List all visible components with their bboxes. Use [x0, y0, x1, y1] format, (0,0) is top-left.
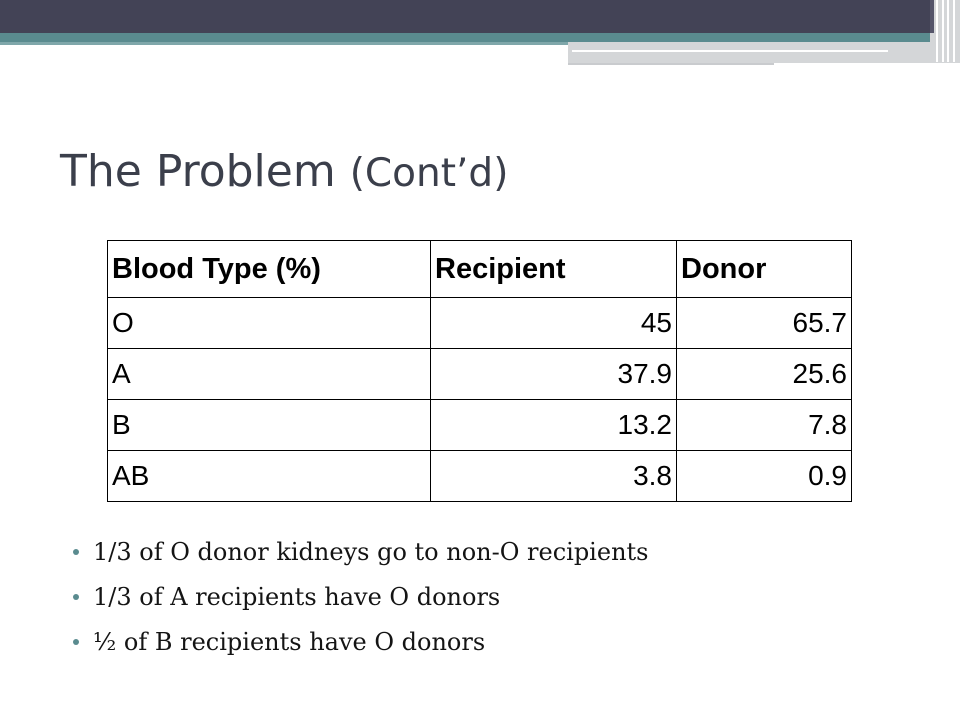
table-row: [108, 298, 852, 349]
top-header-bar: [0, 0, 960, 33]
bullet-text: 1/3 of O donor kidneys go to non-O recipients: [93, 538, 649, 566]
top-underline: [568, 63, 774, 65]
top-accent-stripe: [0, 33, 930, 42]
bullet-text: 1/3 of A recipients have O donors: [93, 583, 501, 611]
bullet-item: [73, 577, 648, 622]
cell-donor: 0.9: [677, 451, 852, 502]
slide-title-main: The Problem: [60, 146, 336, 197]
blood-type-table: [107, 240, 852, 502]
bullet-dot-icon: [73, 549, 79, 555]
slide-title-suffix: (Cont’d): [349, 151, 509, 196]
top-accent-thin-stripe: [0, 42, 568, 45]
bullet-dot-icon: [73, 639, 79, 645]
bullet-text: ½ of B recipients have O donors: [93, 628, 486, 656]
header-blood-type: Blood Type (%): [108, 241, 431, 298]
header-donor: Donor: [677, 241, 852, 298]
table-row: [108, 349, 852, 400]
cell-blood-type: AB: [108, 451, 431, 502]
cell-recipient: 13.2: [431, 400, 677, 451]
cell-recipient: 37.9: [431, 349, 677, 400]
cell-donor: 7.8: [677, 400, 852, 451]
cell-blood-type: A: [108, 349, 431, 400]
cell-blood-type: B: [108, 400, 431, 451]
cell-recipient: 3.8: [431, 451, 677, 502]
top-right-dark: [930, 0, 934, 33]
top-right-line-3: [947, 0, 949, 62]
bullet-list: [73, 532, 648, 667]
top-right-line-1: [936, 0, 938, 62]
top-right-line-2: [942, 0, 944, 62]
header-recipient: Recipient: [431, 241, 677, 298]
top-right-strip: [930, 0, 960, 63]
cell-donor: 25.6: [677, 349, 852, 400]
top-white-line: [572, 50, 888, 52]
bullet-item: [73, 622, 648, 667]
cell-blood-type: O: [108, 298, 431, 349]
bullet-item: [73, 532, 648, 577]
table-row: [108, 400, 852, 451]
table-header-row: [108, 241, 852, 298]
table-row: [108, 451, 852, 502]
top-grey-block: [568, 42, 930, 63]
bullet-dot-icon: [73, 594, 79, 600]
top-right-line-4: [953, 0, 955, 62]
slide-title: [60, 146, 509, 197]
cell-donor: 65.7: [677, 298, 852, 349]
cell-recipient: 45: [431, 298, 677, 349]
